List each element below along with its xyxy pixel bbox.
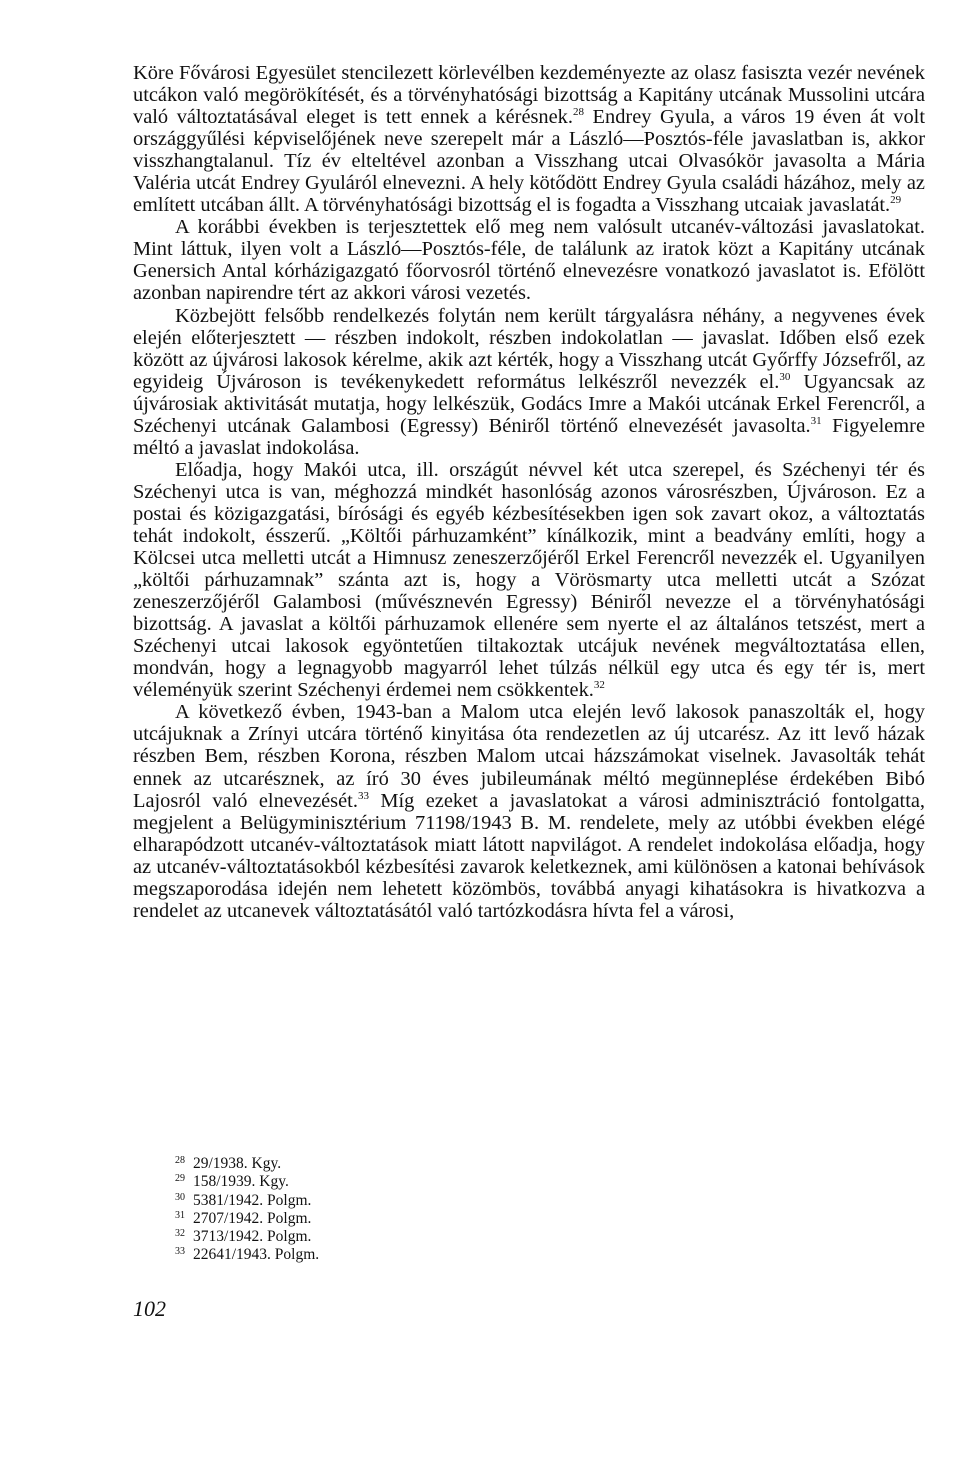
footnote-text: 158/1939. Kgy. [193, 1173, 289, 1191]
paragraph [133, 305, 925, 459]
footnotes [175, 1155, 575, 1265]
body-text [133, 62, 925, 922]
footnote-number: 31 [175, 1209, 185, 1221]
paragraph [133, 62, 925, 216]
page-number: 102 [133, 1296, 166, 1321]
paragraph [133, 459, 925, 702]
footnote [175, 1246, 575, 1264]
footnote-ref: 28 [572, 106, 584, 119]
footnote-ref: 33 [357, 789, 369, 802]
footnote [175, 1228, 575, 1246]
footnote [175, 1155, 575, 1173]
footnote-text: 29/1938. Kgy. [193, 1155, 282, 1172]
footnote-number: 28 [175, 1155, 185, 1166]
footnote [175, 1192, 575, 1210]
footnote-number: 33 [175, 1246, 185, 1258]
footnote-text: 3713/1942. Polgm. [193, 1228, 312, 1246]
footnote-ref: 32 [593, 679, 605, 692]
footnote [175, 1210, 575, 1228]
footnote-ref: 30 [779, 370, 791, 383]
footnote-text: 2707/1942. Polgm. [193, 1209, 312, 1227]
footnote-number: 32 [175, 1228, 185, 1240]
paragraph [133, 701, 925, 921]
footnote-number: 30 [175, 1191, 185, 1203]
footnote-number: 29 [175, 1173, 185, 1185]
footnote [175, 1173, 575, 1191]
footnote-ref: 29 [890, 194, 902, 207]
footnote-text: 22641/1943. Polgm. [193, 1246, 320, 1264]
paragraph [133, 216, 925, 304]
text-segment: A korábbi években is terjesztettek elő meg nem valósult utcanév-változási javaslatokat. Mint láttuk, ilyen volt a László—Posztós-féle, de találunk az iratok közt a Kapitány utcának Genersich Antal kórházigazgató főorvosról történő elnevezésre vonatkozó javaslatot is. Efölött azonban napirendre tért az akkori városi vezetés. [133, 216, 925, 305]
footnote-ref: 31 [810, 414, 822, 427]
footnote-text: 5381/1942. Polgm. [193, 1191, 312, 1209]
text-segment: Köre Fővárosi Egyesület stencilezett körlevélben kezdeményezte az olasz fasiszta vezér nevének utcákon való megörökítését, és a törvényhatósági bizottság a Kapitány utcának Mussolini utcára való változtatásával eleget is tett ennek a kérésnek. [133, 62, 925, 129]
text-segment: Míg ezeket a javaslatokat a városi adminisztráció fontolgatta, megjelent a Belügyminisztérium 71198/1943 B. M. rendelete, mely az utóbbi években elégé elharapódzott utcanév-változtatások miatt látott napvilágot. A rendelet indokolása előadja, hogy az utcanév-változtatásokból kézbesítési zavarok keletkeznek, ami különösen a katonai behívások megszaporodása idején nem lehetett közömbös, továbbá anyagi kihatásokra is hivatkozva a rendelet az utcanevek változtatásától való tartózkodásra hívta fel a városi, [133, 789, 926, 922]
text-segment: Előadja, hogy Makói utca, ill. országút névvel két utca szerepel, és Széchenyi tér és Széchenyi utca is van, méghozzá mindkét hasonlóság azonos városrészben, Újvároson. Ez a postai és közigazgatási, bírósági és egyéb kézbesítésekben igen sok zavart okoz, a változtatás tehát indokolt, ésszerű. „Költői párhuzamként” kínálkozik, mint a beadvány említi, hogy a Kölcsei utca melletti utcát a Himnusz zeneszerzőjéről Erkel Ferencről nevezzék el. Ugyanilyen „költői párhuzamnak” szánta azt is, hogy a Vörösmarty utca melletti utcát a Szózat zeneszerzőjéről Galambosi (művésznevén Egressy) Béniről nevezze el a törvényhatósági bizottság. A javaslat a költői párhuzamok ellenére sem nyerte el az általános tetszést, mert a Széchenyi utcai lakosok egyöntetűen tiltakoztak utcájuk nevének megváltoztatása ellen, mondván, hogy a legnagyobb magyarról lehet túlzás nélkül egy utca és egy tér is, mert véleményük szerint Széchenyi érdemei nem csökkentek. [133, 458, 925, 702]
text-segment: Endrey Gyula, a város 19 éven át volt országgyűlési képviselőjének neve szerepelt már a László—Posztós-féle javaslatban is, akkor visszhangtalanul. Tíz év elteltével azonban a Visszhang utcai Olvasókör javasolta a Mária Valéria utcát Endrey Gyuláról elnevezni. A hely kötődött Endrey Gyula családi házához, mely az említett utcában állt. A törvényhatósági bizottság el is fogadta a Visszhang utcaiak javaslatát. [133, 106, 925, 217]
text-segment: Közbejött felsőbb rendelkezés folytán nem került tárgyalásra néhány, a negyvenes évek elején előterjesztett — részben indokolt, részben indokolatlan — javaslat. Időben első ezek között az újvárosi lakosok kérelme, akik azt kérték, hogy a Visszhang utcát Győrffy Józsefről, az egyideig Újvároson is tevékenykedett református lelkészről nevezzék el. [133, 304, 925, 393]
text-segment: A következő évben, 1943-ban a Malom utca elején levő lakosok panaszolták el, hogy utcájuknak a Zrínyi utcára történő kinyitása óta rendezetlen az új utcarész. Az itt levő házak részben Bem, részben Korona, részben Malom utcai házszámokat viselnek. Javasolták tehát ennek az utcarésznek, az író 30 éves jubileumának méltó megünneplése érdekében Bibó Lajosról való elnevezését. [133, 701, 925, 812]
text-segment: Ugyancsak az újvárosiak aktivitását mutatja, hogy lelkészük, Godács Imre a Makói utcának Erkel Ferencről, a Széchenyi utcának Galambosi (Egressy) Béniről történő elnevezését javasolta. [133, 370, 925, 437]
text-segment: Figyelemre méltó a javaslat indokolása. [133, 414, 925, 459]
